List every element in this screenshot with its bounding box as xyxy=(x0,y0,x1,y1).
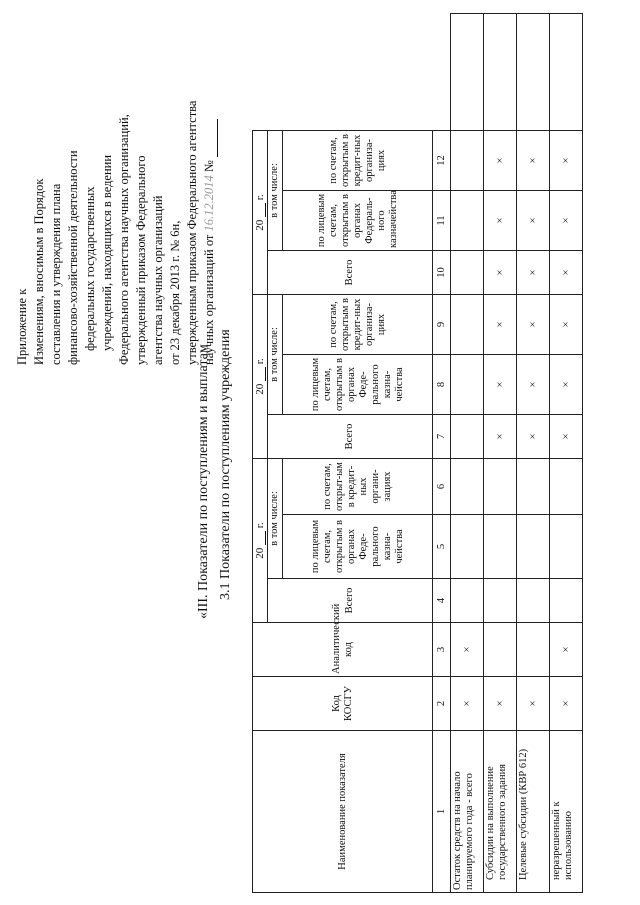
table-cell: × xyxy=(484,355,517,415)
table-cell: × xyxy=(550,191,583,251)
header-line: агентства научных организаций xyxy=(151,195,165,365)
table-cell: × xyxy=(484,415,517,459)
table-cell: × xyxy=(451,623,484,677)
table-cell xyxy=(451,251,484,295)
table-cell xyxy=(484,579,517,623)
table-cell: × xyxy=(550,355,583,415)
header-line: утвержденный приказом Федерального xyxy=(134,155,148,365)
header-bank-3: по счетам, открытым в кредит-ных организа-циях xyxy=(283,131,433,191)
header-line: федеральных государственных xyxy=(83,186,97,351)
table-cell xyxy=(550,579,583,623)
table-cell xyxy=(484,623,517,677)
header-line: финансово-хозяйственной деятельности xyxy=(66,150,80,365)
table-cell: × xyxy=(550,251,583,295)
header-treasury-2: по лицевым счетам, открытым в органах Феде-рального казна-чейства xyxy=(283,355,433,415)
table-cell: × xyxy=(517,251,550,295)
appendix-header xyxy=(14,5,218,365)
table-cell xyxy=(451,579,484,623)
table-cell xyxy=(451,459,484,515)
table-cell xyxy=(517,459,550,515)
header-line: Приложение к xyxy=(15,288,29,365)
table-cell: × xyxy=(550,295,583,355)
header-bank-1: по счетам, открыт-ым в кредит-ных органи-зациях xyxy=(283,459,433,515)
table-cell: × xyxy=(517,677,550,731)
header-line-last xyxy=(201,5,218,365)
table-cell xyxy=(451,355,484,415)
table-cell: × xyxy=(484,251,517,295)
table-cell xyxy=(451,14,484,131)
header-line: учреждений, находящихся в ведении xyxy=(100,154,114,351)
table-cell xyxy=(484,515,517,579)
table-row xyxy=(550,14,583,893)
header-line: Изменениям, вносимым в Порядок xyxy=(32,178,46,365)
table-cell: × xyxy=(517,355,550,415)
row-label: Целевые субсидии (КВР 612) xyxy=(517,731,550,893)
header-bank-2: по счетам, открытым в кредит-ных организа-циях xyxy=(283,295,433,355)
header-name: Наименование показателя xyxy=(253,731,433,893)
header-year-1: 20 г. xyxy=(253,459,268,623)
col-num: 1 xyxy=(433,731,451,893)
header-total-1: Всего xyxy=(268,579,433,623)
table-cell: × xyxy=(484,191,517,251)
table-cell xyxy=(484,459,517,515)
header-kosgu: Код КОСГУ xyxy=(253,677,433,731)
table-cell xyxy=(550,515,583,579)
table-cell xyxy=(451,191,484,251)
col-num: 5 xyxy=(433,515,451,579)
col-num: 3 xyxy=(433,623,451,677)
table-cell xyxy=(517,623,550,677)
col-num: 4 xyxy=(433,579,451,623)
table-cell: × xyxy=(484,295,517,355)
table-cell: × xyxy=(517,191,550,251)
table-row xyxy=(451,14,484,893)
table-cell xyxy=(484,14,517,131)
table-cell xyxy=(451,295,484,355)
header-line: составления и утверждения плана xyxy=(49,183,63,365)
table-cell xyxy=(517,579,550,623)
table-cell: × xyxy=(550,131,583,191)
col-num: 2 xyxy=(433,677,451,731)
col-num: 10 xyxy=(433,251,451,295)
header-incl-3: в том числе: xyxy=(268,131,283,251)
col-num: 11 xyxy=(433,191,451,251)
table-cell xyxy=(517,515,550,579)
table-cell: × xyxy=(484,677,517,731)
table-cell xyxy=(451,515,484,579)
header-year-3: 20 г. xyxy=(253,131,268,295)
header-incl-2: в том числе: xyxy=(268,295,283,415)
revenue-table xyxy=(252,13,583,893)
column-number-row xyxy=(433,14,451,893)
row-label: Субсидии на выполнение государственного задания xyxy=(484,731,517,893)
table-cell xyxy=(451,415,484,459)
table-cell xyxy=(517,14,550,131)
row-label: неразрешенный к использованию xyxy=(550,731,583,893)
table-cell: × xyxy=(451,677,484,731)
header-incl-1: в том числе: xyxy=(268,459,283,579)
table-cell xyxy=(550,14,583,131)
table-cell xyxy=(451,131,484,191)
number-blank xyxy=(205,119,218,157)
table-cell: × xyxy=(484,131,517,191)
header-total-2: Всего xyxy=(268,415,433,459)
col-num: 12 xyxy=(433,131,451,191)
subsection-title: 3.1 Показатели по поступлениям учреждения xyxy=(218,329,233,600)
col-num: 6 xyxy=(433,459,451,515)
header-line: Федерального агентства научных организаций, xyxy=(117,114,131,365)
header-total-3: Всего xyxy=(268,251,433,295)
table-cell: × xyxy=(550,677,583,731)
table-cell: × xyxy=(550,415,583,459)
table-cell xyxy=(550,459,583,515)
section-title: «III. Показатели по поступлениям и выплатам xyxy=(196,344,211,619)
header-treasury-1: по лицевым счетам, открытым в органах Феде-рального казна-чейства xyxy=(283,515,433,579)
table-row xyxy=(484,14,517,893)
table-cell: × xyxy=(517,295,550,355)
row-label: Остаток средств на начало планируемого года - всего xyxy=(451,731,484,893)
table-row xyxy=(517,14,550,893)
table-cell: × xyxy=(517,415,550,459)
table-cell: × xyxy=(517,131,550,191)
table-cell: × xyxy=(550,623,583,677)
col-num: 8 xyxy=(433,355,451,415)
header-analytic: Аналитический код xyxy=(253,623,433,677)
handwritten-date-signature: 16.12.2014 xyxy=(202,175,216,232)
header-line: утвержденным приказом Федерального агентства xyxy=(185,100,199,365)
header-line-prefix: научных организаций от xyxy=(202,234,216,365)
header-year-2: 20 г. xyxy=(253,295,268,459)
header-treasury-3: по лицевым счетам, открытым в органах Федераль-ного казначейства xyxy=(283,191,433,251)
col-num: 7 xyxy=(433,415,451,459)
number-sign: № xyxy=(202,160,216,173)
header-line: от 23 декабря 2013 г. № 6н, xyxy=(168,220,182,365)
col-num: 9 xyxy=(433,295,451,355)
